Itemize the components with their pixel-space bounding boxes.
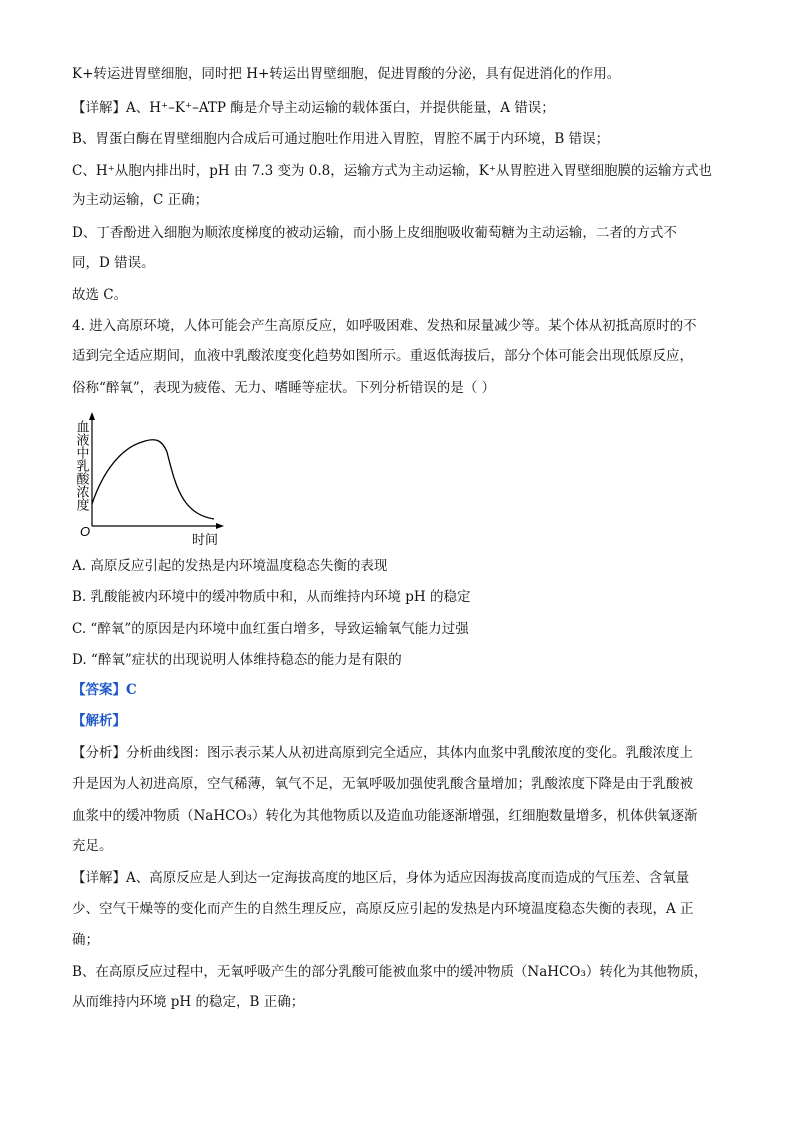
text-line: D、丁香酚进入细胞为顺浓度梯度的被动运输，而小肠上皮细胞吸收葡萄糖为主动运输，二者的方式不 — [72, 225, 677, 241]
text-line: 故选 C。 — [72, 287, 128, 303]
text-line: 【详解】A、H⁺–K⁺–ATP 酶是介导主动运输的载体蛋白，并提供能量，A 错误； — [72, 100, 555, 116]
text-line: 同，D 错误。 — [72, 255, 155, 271]
option-c: C. “醉氧”的原因是内环境中血红蛋白增多，导致运输氧气能力过强 — [72, 621, 469, 637]
option-b: B. 乳酸能被内环境中的缓冲物质中和，从而维持内环境 pH 的稳定 — [72, 589, 471, 605]
origin-label: O — [80, 524, 91, 539]
answer-label: 【答案】C — [72, 682, 137, 698]
question-text: 适到完全适应期间，血液中乳酸浓度变化趋势如图所示。重返低海拔后，部分个体可能会出现低原反应， — [72, 348, 693, 364]
lactic-acid-curve-figure — [72, 412, 232, 547]
analysis-label: 【解析】 — [72, 713, 126, 729]
analysis-text: 升是因为人初进高原，空气稀薄，氧气不足，无氧呼吸加强使乳酸含量增加；乳酸浓度下降是由于乳酸被 — [72, 776, 693, 792]
detail-text: 【详解】A、高原反应是人到达一定海拔高度的地区后，身体为适应因海拔高度而造成的气压差、含氧量 — [72, 870, 690, 886]
analysis-text: 血浆中的缓冲物质（NaHCO₃）转化为其他物质以及造血功能逐渐增强，红细胞数量增多，机体供氧逐渐 — [72, 808, 698, 824]
option-a: A. 高原反应引起的发热是内环境温度稳态失衡的表现 — [72, 558, 388, 574]
lactic-acid-curve — [92, 440, 214, 519]
detail-text: 确； — [72, 932, 99, 948]
text-line: K+转运进胃壁细胞，同时把 H+转运出胃壁细胞，促进胃酸的分泌，具有促进消化的作用。 — [72, 66, 621, 82]
option-d: D. “醉氧”症状的出现说明人体维持稳态的能力是有限的 — [72, 652, 402, 668]
analysis-text: 充足。 — [72, 838, 113, 854]
x-axis-label: 时间 — [192, 532, 219, 547]
y-axis-label: 血液中乳酸浓度 — [74, 420, 90, 511]
text-line: B、胃蛋白酶在胃壁细胞内合成后可通过胞吐作用进入胃腔，胃腔不属于内环境，B 错误； — [72, 131, 610, 147]
detail-text: 从而维持内环境 pH 的稳定，B 正确； — [72, 994, 305, 1010]
detail-text: 少、空气干燥等的变化而产生的自然生理反应，高原反应引起的发热是内环境温度稳态失衡的表现，A 正 — [72, 901, 694, 917]
text-line: 为主动运输，C 正确； — [72, 192, 209, 208]
analysis-text: 【分析】分析曲线图：图示表示某人从初进高原到完全适应，其体内血浆中乳酸浓度的变化。乳酸浓度上 — [72, 745, 693, 761]
question-text: 4. 进入高原环境，人体可能会产生高原反应，如呼吸困难、发热和尿量减少等。某个体从初抵高原时的不 — [72, 318, 697, 334]
text-line: C、H⁺从胞内排出时，pH 由 7.3 变为 0.8，运输方式为主动运输，K⁺从胃腔进入胃壁细胞膜的运输方式也 — [72, 163, 712, 179]
y-axis — [89, 412, 95, 526]
x-axis — [92, 523, 224, 529]
detail-text: B、在高原反应过程中，无氧呼吸产生的部分乳酸可能被血浆中的缓冲物质（NaHCO₃）转化为其他物质， — [72, 964, 708, 980]
question-text: 俗称“醉氧”，表现为疲倦、无力、嗜睡等症状。下列分析错误的是（ ） — [72, 380, 496, 396]
